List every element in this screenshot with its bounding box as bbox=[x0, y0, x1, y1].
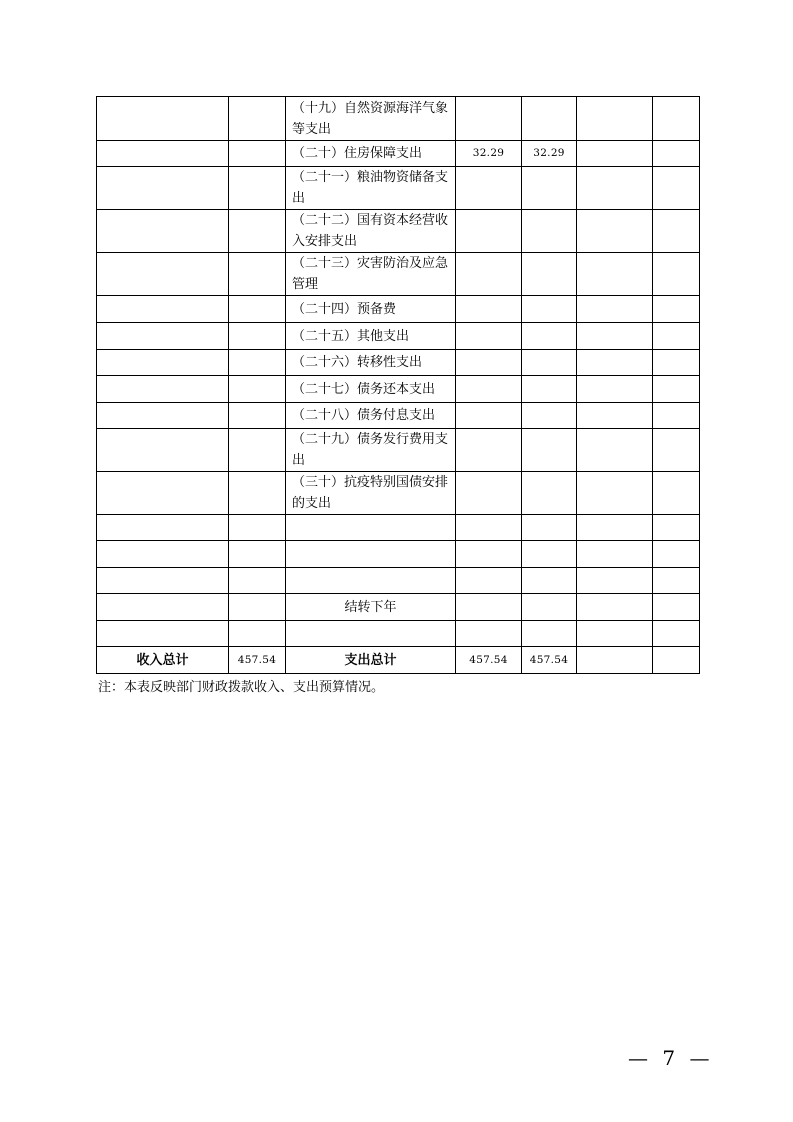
expense-value-cell bbox=[522, 323, 577, 350]
expense-value-cell bbox=[456, 376, 522, 403]
table-row bbox=[97, 296, 700, 323]
expense-item-label: （二十九）债务发行费用支出 bbox=[286, 429, 456, 472]
expense-total-value: 457.54 bbox=[456, 647, 522, 674]
table-row bbox=[97, 141, 700, 167]
expense-item-label: （二十一）粮油物资储备支出 bbox=[286, 167, 456, 210]
totals-row bbox=[97, 647, 700, 674]
expense-value-cell bbox=[456, 323, 522, 350]
expense-item-label: （二十四）预备费 bbox=[286, 296, 456, 323]
table-row bbox=[97, 253, 700, 296]
expense-value-cell bbox=[456, 296, 522, 323]
table-row bbox=[97, 403, 700, 429]
expense-value-cell bbox=[522, 350, 577, 376]
expense-value-cell bbox=[456, 472, 522, 515]
expense-value-cell bbox=[522, 253, 577, 296]
income-total-label: 收入总计 bbox=[97, 647, 229, 674]
expense-value-cell bbox=[456, 210, 522, 253]
expense-value-cell bbox=[456, 350, 522, 376]
expense-value-cell bbox=[456, 403, 522, 429]
expense-value-cell bbox=[456, 97, 522, 141]
empty-row bbox=[97, 621, 700, 647]
expense-item-label: （二十三）灾害防治及应急管理 bbox=[286, 253, 456, 296]
empty-row bbox=[97, 541, 700, 568]
expense-value-cell bbox=[522, 429, 577, 472]
table-row bbox=[97, 97, 700, 141]
expense-value-cell bbox=[522, 472, 577, 515]
expense-value-cell bbox=[456, 253, 522, 296]
expense-item-label: （二十五）其他支出 bbox=[286, 323, 456, 350]
empty-row bbox=[97, 568, 700, 594]
expense-item-label: （三十）抗疫特别国债安排的支出 bbox=[286, 472, 456, 515]
expense-item-label: （二十七）债务还本支出 bbox=[286, 376, 456, 403]
table-row bbox=[97, 376, 700, 403]
table-row bbox=[97, 210, 700, 253]
expense-total-label: 支出总计 bbox=[286, 647, 456, 674]
expense-value-cell bbox=[522, 167, 577, 210]
carryover-row bbox=[97, 594, 700, 621]
table-row bbox=[97, 429, 700, 472]
empty-row bbox=[97, 515, 700, 541]
expense-value-cell: 32.29 bbox=[522, 141, 577, 167]
income-total-value: 457.54 bbox=[229, 647, 286, 674]
page-number: — 7 — bbox=[628, 1046, 714, 1070]
expense-value-cell: 32.29 bbox=[456, 141, 522, 167]
expense-value-cell bbox=[522, 403, 577, 429]
expense-item-label: （二十六）转移性支出 bbox=[286, 350, 456, 376]
table-row bbox=[97, 472, 700, 515]
expense-item-label: （十九）自然资源海洋气象等支出 bbox=[286, 97, 456, 141]
expense-item-label: （二十二）国有资本经营收入安排支出 bbox=[286, 210, 456, 253]
table-row bbox=[97, 323, 700, 350]
expense-value-cell bbox=[456, 429, 522, 472]
expense-item-label: （二十八）债务付息支出 bbox=[286, 403, 456, 429]
expense-item-label: （二十）住房保障支出 bbox=[286, 141, 456, 167]
budget-table bbox=[96, 96, 700, 674]
carryover-label: 结转下年 bbox=[286, 594, 456, 621]
table-row bbox=[97, 350, 700, 376]
expense-value-cell bbox=[522, 376, 577, 403]
table-row bbox=[97, 167, 700, 210]
table-note: 注：本表反映部门财政拨款收入、支出预算情况。 bbox=[98, 680, 385, 695]
expense-value-cell bbox=[522, 296, 577, 323]
expense-total-value: 457.54 bbox=[522, 647, 577, 674]
expense-value-cell bbox=[522, 210, 577, 253]
expense-value-cell bbox=[456, 167, 522, 210]
expense-value-cell bbox=[522, 97, 577, 141]
